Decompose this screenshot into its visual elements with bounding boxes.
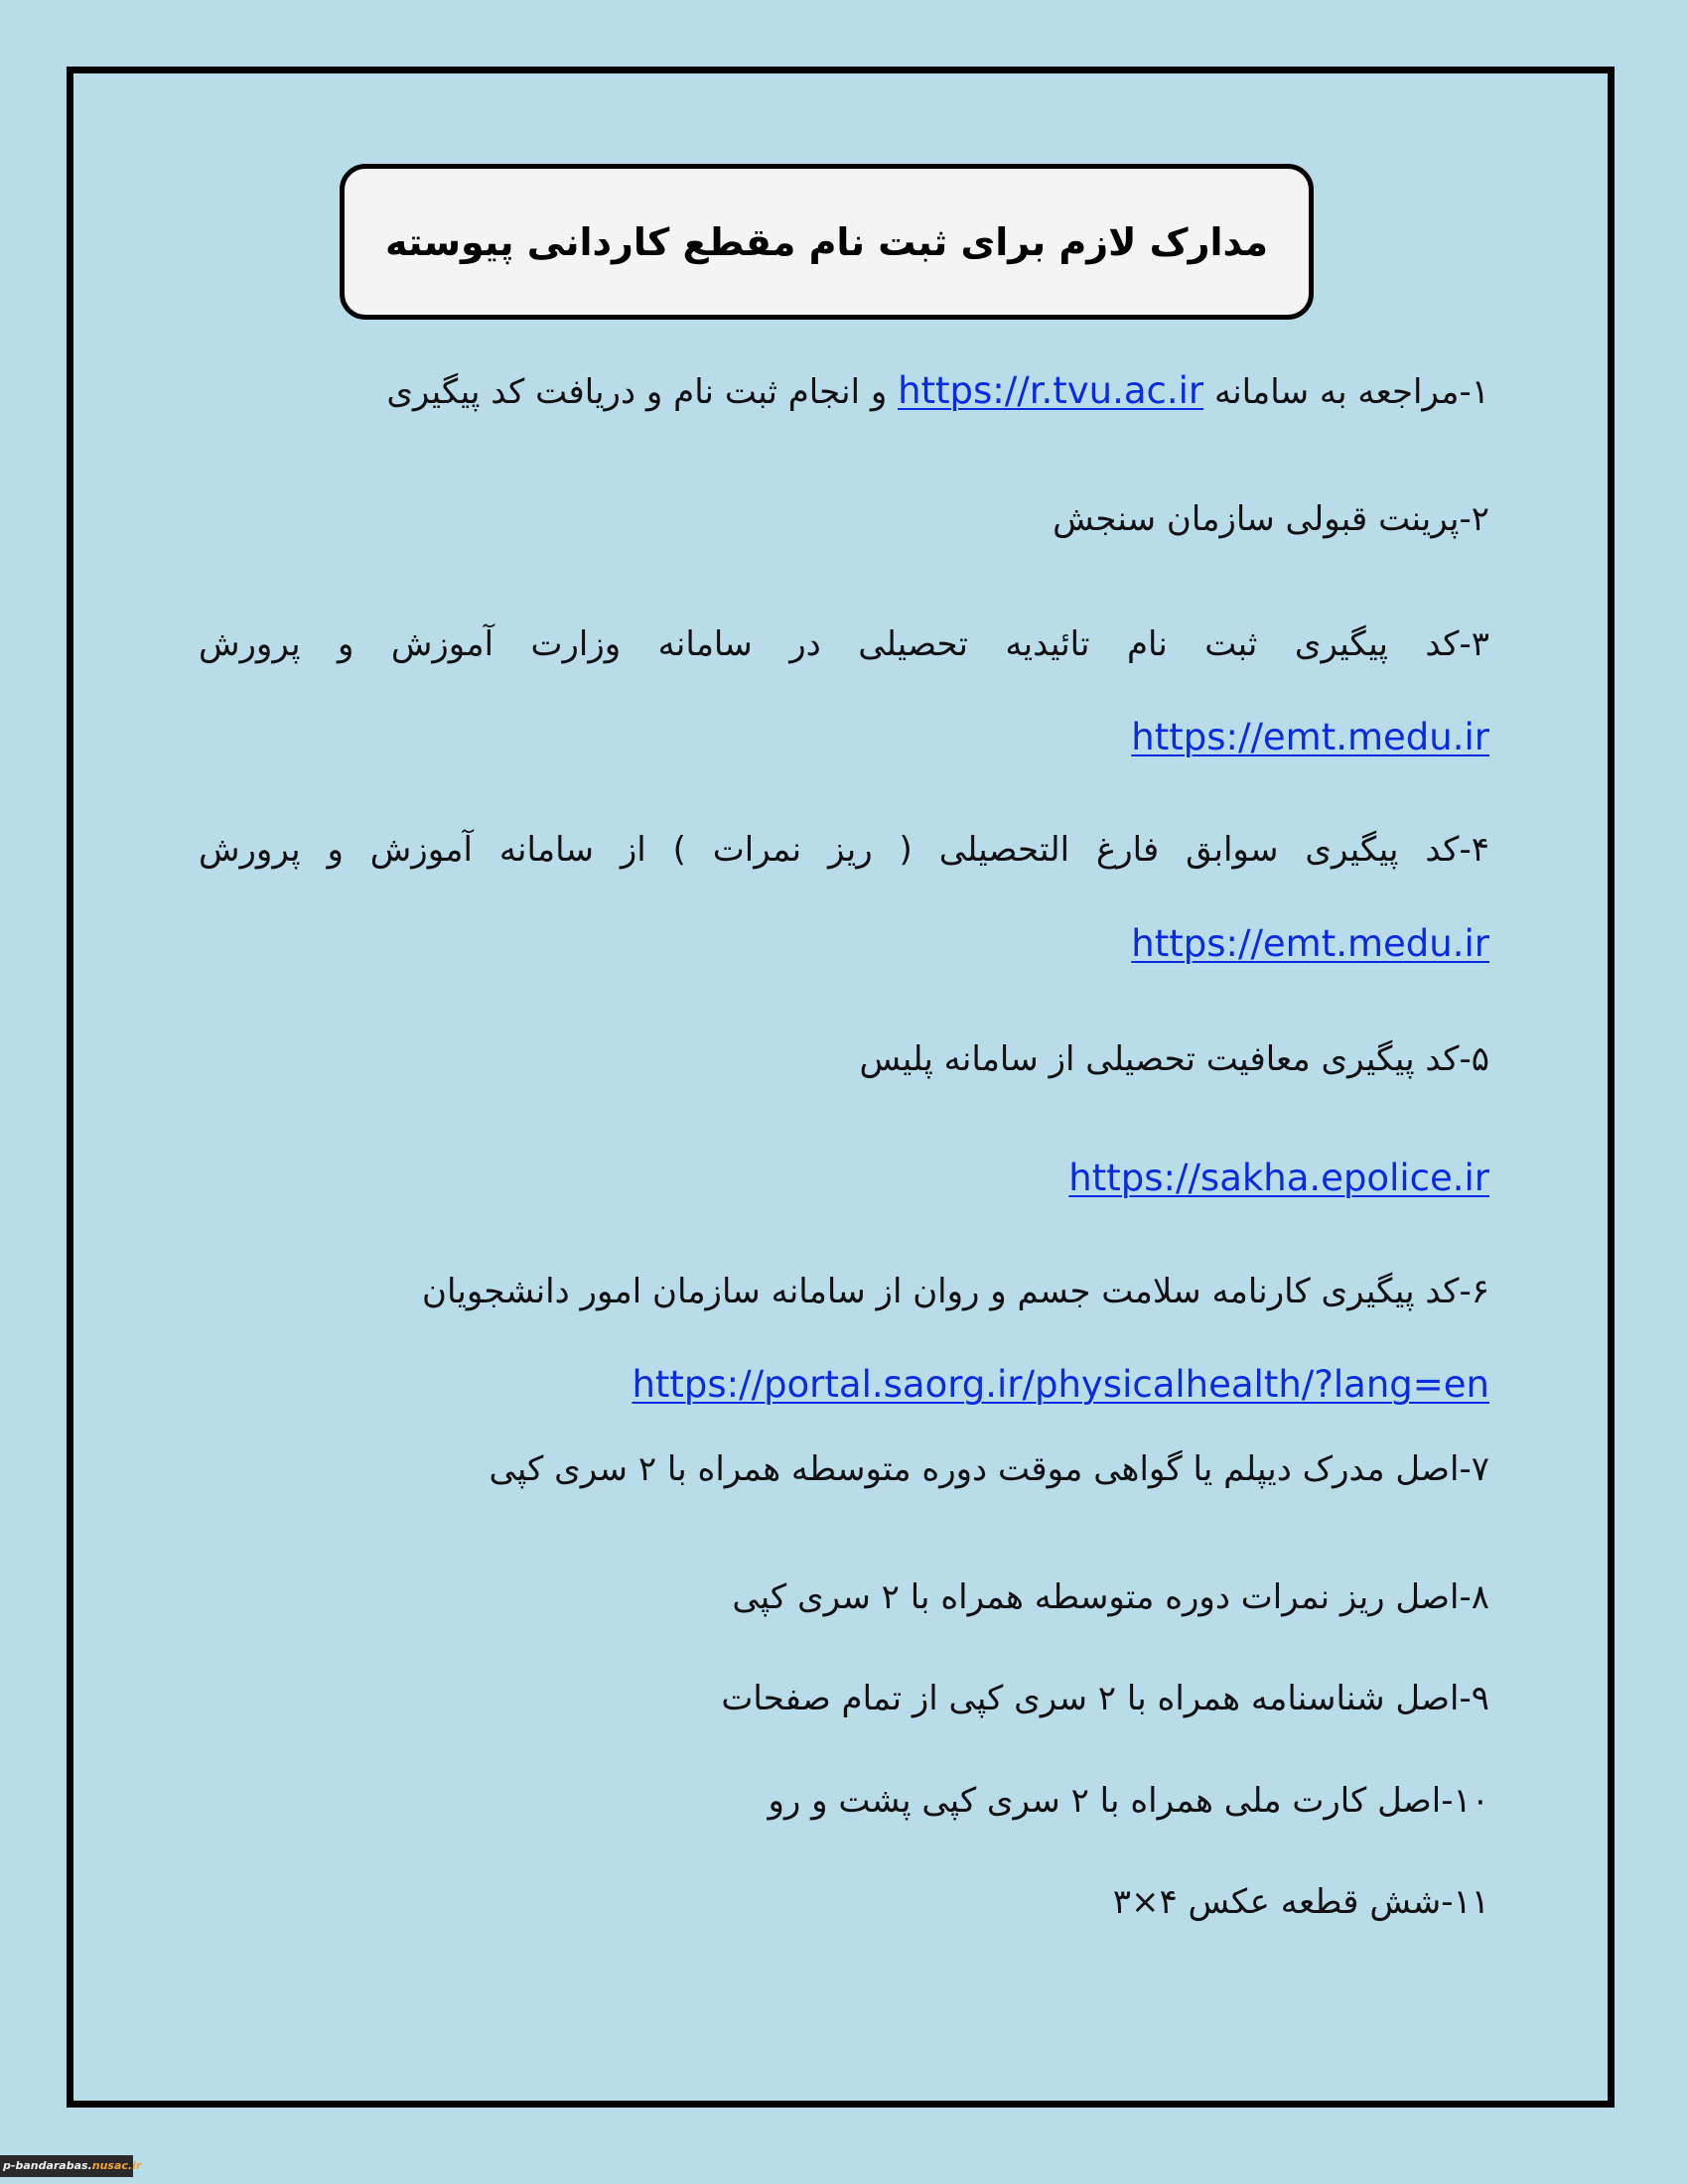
item-10 xyxy=(768,1773,1489,1829)
item-6 xyxy=(422,1264,1489,1319)
item-8-number: ۸- xyxy=(1459,1577,1489,1617)
item-6-text: کد پیگیری کارنامه سلامت جسم و روان از سامانه سازمان امور دانشجویان xyxy=(422,1272,1460,1311)
watermark-accent: nusac.ir xyxy=(91,2159,142,2172)
item-1-link[interactable]: https://r.tvu.ac.ir xyxy=(898,369,1204,412)
item-5-link[interactable]: https://sakha.epolice.ir xyxy=(1068,1157,1489,1199)
item-1-text-before: مراجعه به سامانه xyxy=(1213,372,1460,412)
item-4-link[interactable]: https://emt.medu.ir xyxy=(1131,922,1489,965)
item-3 xyxy=(199,616,1489,672)
item-3-link[interactable]: https://emt.medu.ir xyxy=(1131,716,1489,758)
item-8 xyxy=(732,1570,1489,1625)
watermark-main: p-bandarabas. xyxy=(3,2159,92,2172)
item-7-text: اصل مدرک دیپلم یا گواهی موقت دوره متوسطه همراه با ۲ سری کپی xyxy=(489,1449,1460,1489)
item-11 xyxy=(1113,1874,1489,1930)
item-8-text: اصل ریز نمرات دوره متوسطه همراه با ۲ سری کپی xyxy=(732,1577,1460,1617)
site-watermark xyxy=(0,2155,142,2177)
item-10-text: اصل کارت ملی همراه با ۲ سری کپی پشت و رو xyxy=(768,1781,1442,1821)
item-4-link-row xyxy=(1131,916,1489,979)
page-title: مدارک لازم برای ثبت نام مقطع کاردانی پیوسته xyxy=(385,219,1268,264)
item-7-number: ۷- xyxy=(1459,1449,1489,1489)
item-3-text: کد پیگیری ثبت نام تائیدیه تحصیلی در سامانه وزارت آموزش و پرورش xyxy=(199,624,1460,664)
item-3-number: ۳- xyxy=(1459,624,1489,664)
item-10-number: ۱۰- xyxy=(1441,1781,1489,1821)
item-9 xyxy=(721,1671,1489,1726)
item-3-link-row xyxy=(1131,710,1489,772)
item-2 xyxy=(1053,491,1489,547)
item-5 xyxy=(860,1031,1489,1087)
item-6-link-row xyxy=(632,1357,1489,1420)
item-2-number: ۲- xyxy=(1459,499,1489,539)
item-6-number: ۶- xyxy=(1459,1272,1489,1311)
item-4 xyxy=(199,822,1489,878)
item-4-text: کد پیگیری سوابق فارغ التحصیلی ( ریز نمرات ) از سامانه آموزش و پرورش xyxy=(199,830,1460,870)
item-6-link[interactable]: https://portal.saorg.ir/physicalhealth/?lang=en xyxy=(632,1363,1489,1406)
item-9-text: اصل شناسنامه همراه با ۲ سری کپی از تمام صفحات xyxy=(721,1679,1460,1718)
item-1-text-after: و انجام ثبت نام و دریافت کد پیگیری xyxy=(386,372,888,412)
item-11-text: شش قطعه عکس ۴×۳ xyxy=(1112,1882,1442,1922)
item-11-number: ۱۱- xyxy=(1441,1882,1489,1922)
item-2-text: پرینت قبولی سازمان سنجش xyxy=(1053,499,1460,539)
item-9-number: ۹- xyxy=(1459,1679,1489,1718)
item-7 xyxy=(490,1441,1489,1497)
item-5-link-row xyxy=(1068,1151,1489,1213)
item-1-number: ۱- xyxy=(1459,372,1489,412)
item-5-number: ۵- xyxy=(1459,1039,1489,1079)
item-5-text: کد پیگیری معافیت تحصیلی از سامانه پلیس xyxy=(859,1039,1460,1079)
item-4-number: ۴- xyxy=(1459,830,1489,870)
title-box xyxy=(340,164,1314,320)
item-1 xyxy=(386,363,1489,420)
